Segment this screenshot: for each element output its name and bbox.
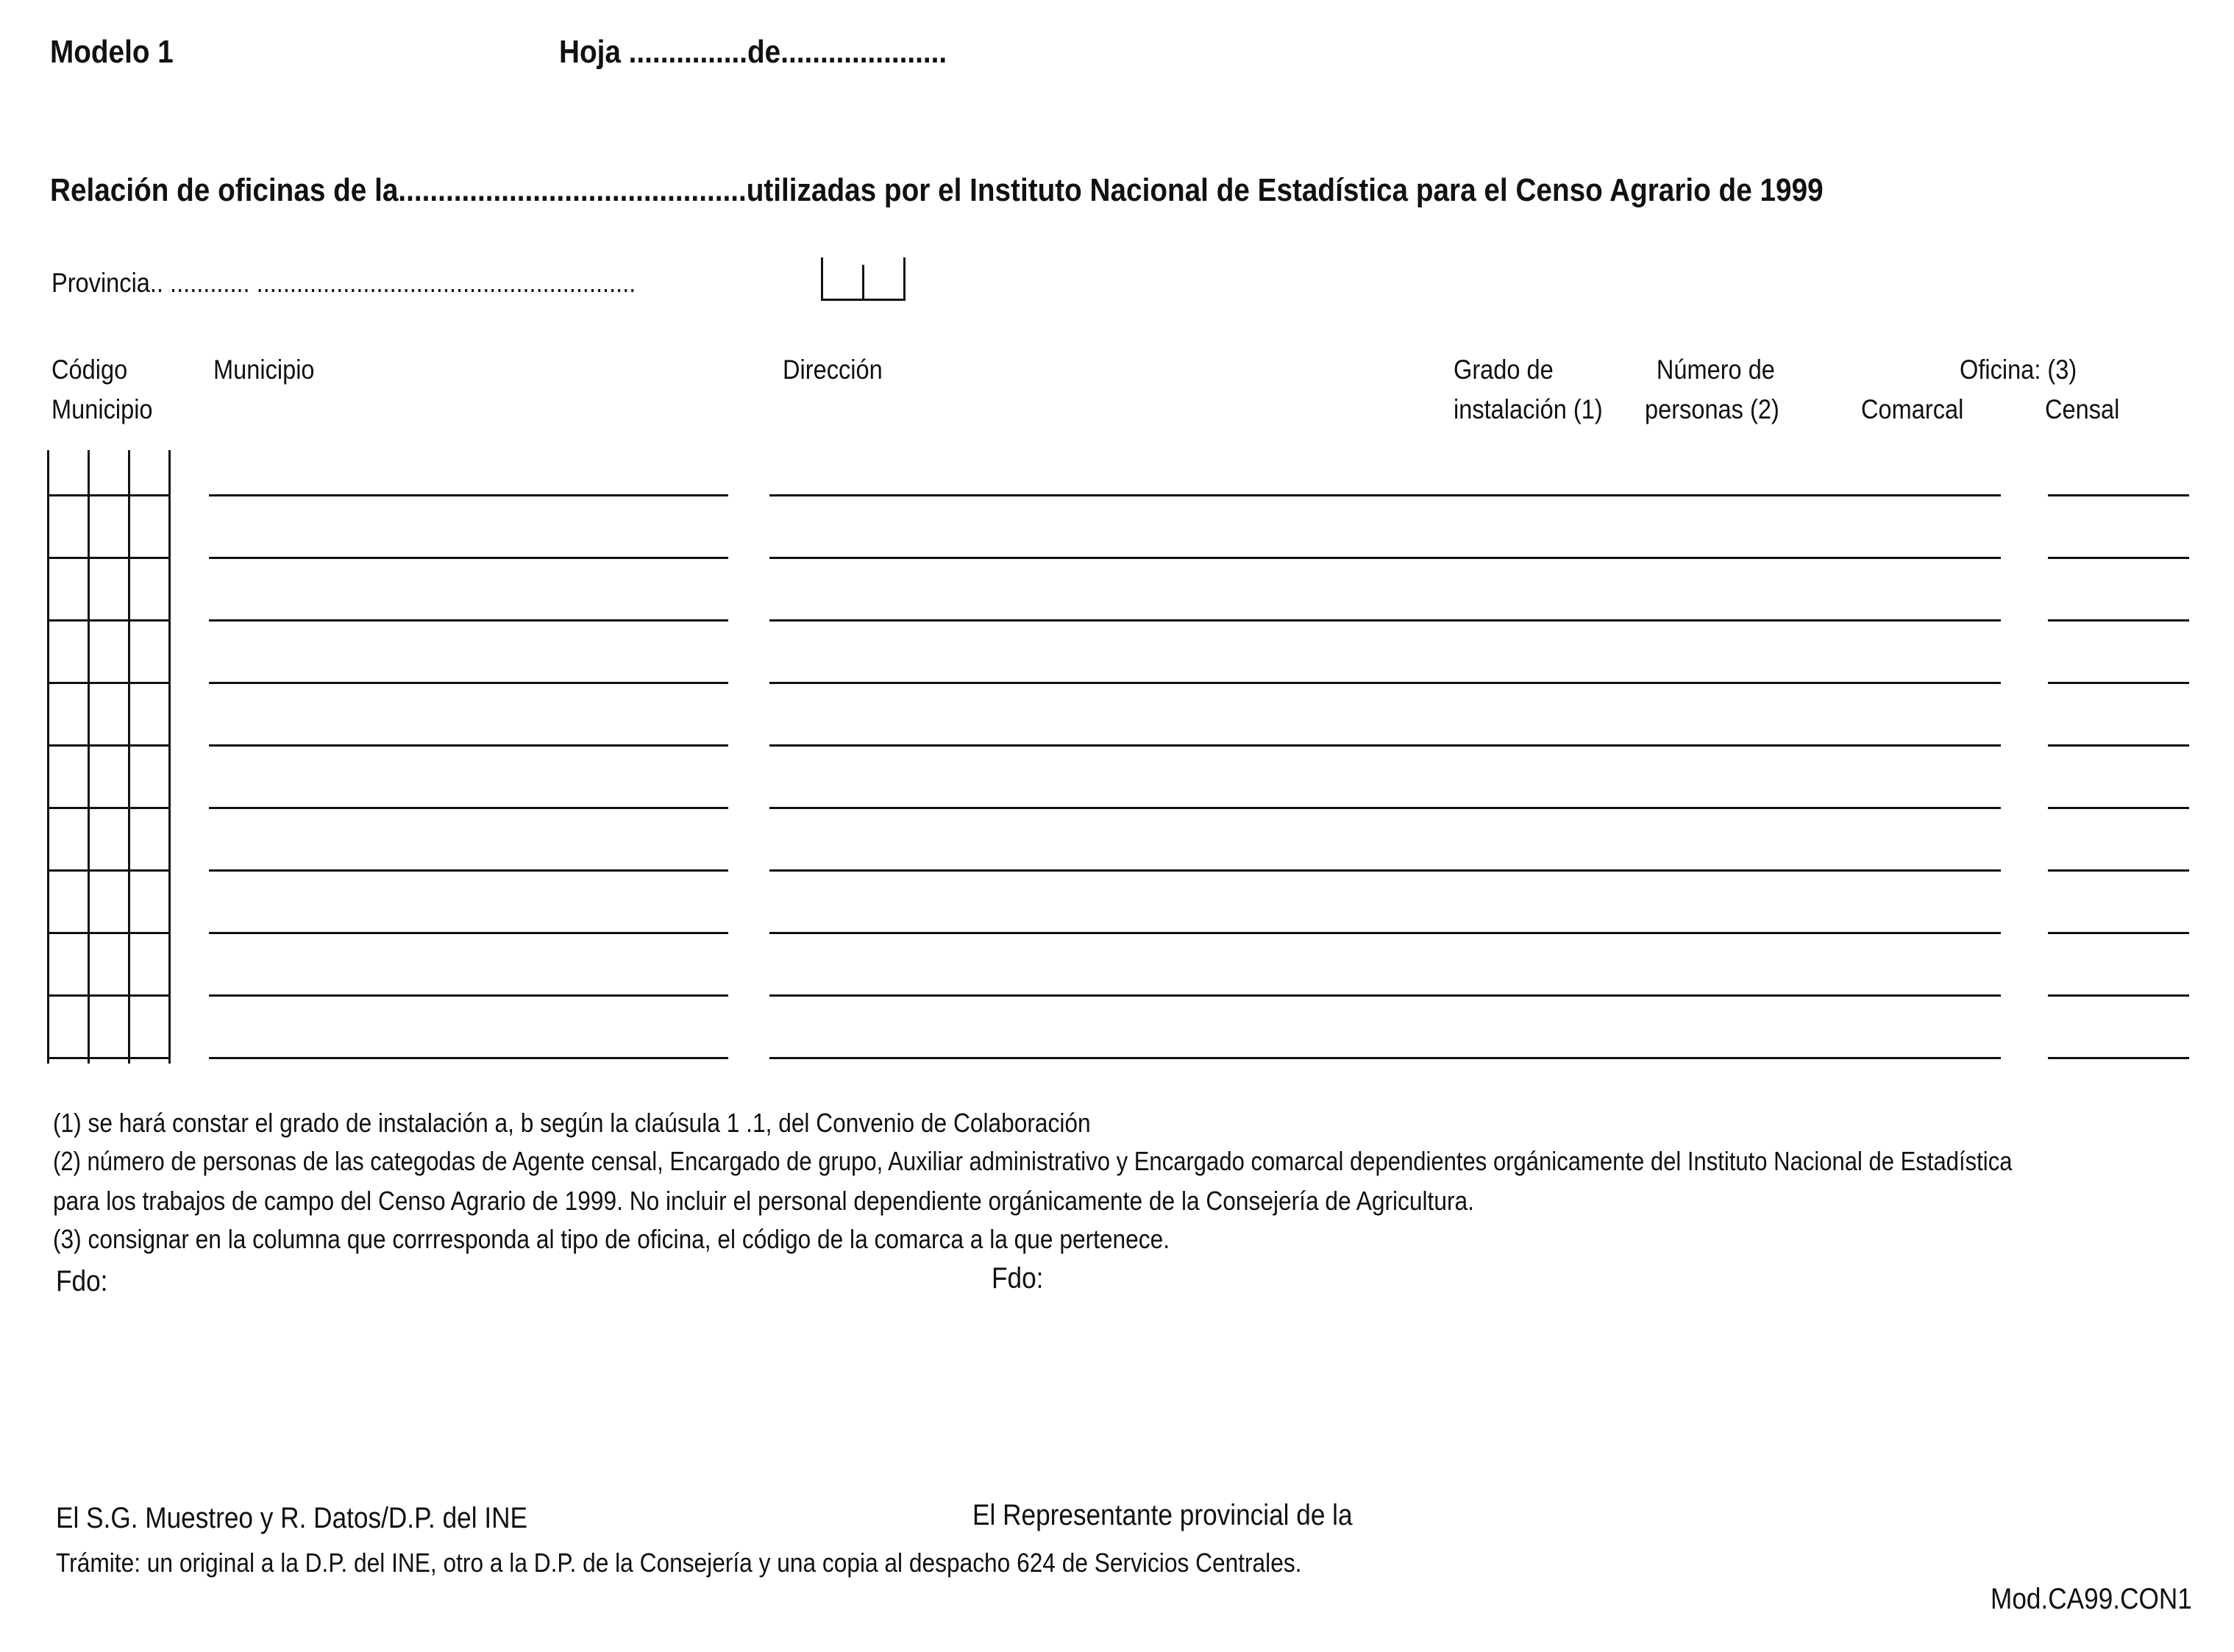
signature-right-fdo[interactable]: Fdo:: [992, 1262, 1044, 1295]
municipio-line[interactable]: [209, 932, 728, 934]
direccion-line[interactable]: [769, 807, 2001, 809]
municipio-line[interactable]: [209, 994, 728, 997]
col-header-oficina: Oficina: (3): [1960, 355, 2077, 385]
censal-line[interactable]: [2048, 1057, 2189, 1059]
censal-line[interactable]: [2048, 932, 2189, 934]
note-1: (1) se hará constar el grado de instalación a, b según la claúsula 1 .1, del Convenio de Colaboración: [53, 1108, 1091, 1138]
codigo-grid-line: [47, 494, 171, 496]
col-header-censal: Censal: [2045, 394, 2120, 424]
censal-line[interactable]: [2048, 682, 2189, 684]
note-2-continued: para los trabajos de campo del Censo Agrario de 1999. No incluir el personal dependiente orgánicamente de la Consejería de Agricultura.: [53, 1186, 1474, 1216]
codigo-grid-line: [47, 557, 171, 559]
direccion-line[interactable]: [769, 494, 2001, 496]
col-header-numero-personas: Número de personas (2): [1645, 355, 1779, 424]
codigo-grid-line: [47, 807, 171, 809]
entity-name-field[interactable]: ............................................: [398, 172, 747, 208]
tramite-note: Trámite: un original a la D.P. del INE, otro a la D.P. de la Consejería y una copia al despacho 624 de Servicios Centrales.: [56, 1548, 1302, 1578]
censal-line[interactable]: [2048, 807, 2189, 809]
direccion-line[interactable]: [769, 557, 2001, 559]
form-title: [50, 172, 2065, 209]
direccion-line[interactable]: [769, 994, 2001, 997]
col-header-comarcal: Comarcal: [1861, 394, 1964, 424]
direccion-line[interactable]: [769, 744, 2001, 747]
municipio-line[interactable]: [209, 807, 728, 809]
note-3: (3) consignar en la columna que corrresponda al tipo de oficina, el código de la comarca a la que pertenece.: [53, 1224, 1170, 1254]
col-header-codigo-municipio: Código Municipio: [51, 355, 153, 424]
censal-line[interactable]: [2048, 494, 2189, 496]
direccion-line[interactable]: [769, 682, 2001, 684]
province-field[interactable]: Provincia.. ............ .........................................................: [51, 268, 636, 298]
codigo-municipio-grid[interactable]: [47, 450, 171, 1064]
censal-line[interactable]: [2048, 994, 2189, 997]
municipio-line[interactable]: [209, 494, 728, 496]
codigo-grid-line: [47, 994, 171, 997]
municipio-line[interactable]: [209, 1057, 728, 1059]
municipio-line[interactable]: [209, 619, 728, 622]
title-prefix: Relación de oficinas de la: [50, 172, 399, 208]
censal-line[interactable]: [2048, 619, 2189, 622]
codigo-grid-line: [47, 682, 171, 684]
censal-line[interactable]: [2048, 869, 2189, 872]
codigo-grid-line: [47, 619, 171, 622]
direccion-line[interactable]: [769, 932, 2001, 934]
codigo-grid-line: [47, 1057, 171, 1059]
sheet-number-field[interactable]: Hoja ...............de.....................: [559, 34, 947, 70]
censal-line[interactable]: [2048, 557, 2189, 559]
direccion-line[interactable]: [769, 1057, 2001, 1059]
censal-line[interactable]: [2048, 744, 2189, 747]
province-code-boxes[interactable]: [821, 257, 905, 300]
col-header-grado-instalacion: Grado de instalación (1): [1454, 355, 1603, 424]
signature-right-role[interactable]: El Representante provincial de la: [972, 1499, 1353, 1531]
codigo-grid-line: [47, 932, 171, 934]
signature-left-role: El S.G. Muestreo y R. Datos/D.P. del INE: [56, 1502, 528, 1534]
note-2: (2) número de personas de las categodas de Agente censal, Encargado de grupo, Auxiliar administrativo y Encargado comarcal dependientes orgánicamente del Instituto Nacional de Estadística: [53, 1146, 2013, 1176]
municipio-line[interactable]: [209, 744, 728, 747]
municipio-line[interactable]: [209, 869, 728, 872]
codigo-grid-line: [47, 744, 171, 747]
signature-left-fdo[interactable]: Fdo:: [56, 1265, 108, 1297]
municipio-line[interactable]: [209, 557, 728, 559]
col-header-direccion: Dirección: [783, 355, 883, 385]
direccion-line[interactable]: [769, 869, 2001, 872]
codigo-grid-line: [47, 869, 171, 872]
col-header-municipio: Municipio: [213, 355, 315, 385]
direccion-line[interactable]: [769, 619, 2001, 622]
form-code: Mod.CA99.CON1: [1991, 1583, 2192, 1615]
municipio-line[interactable]: [209, 682, 728, 684]
title-suffix: utilizadas por el Instituto Nacional de Estadística para el Censo Agrario de 1999: [746, 172, 1824, 208]
model-label: Modelo 1: [50, 34, 174, 70]
